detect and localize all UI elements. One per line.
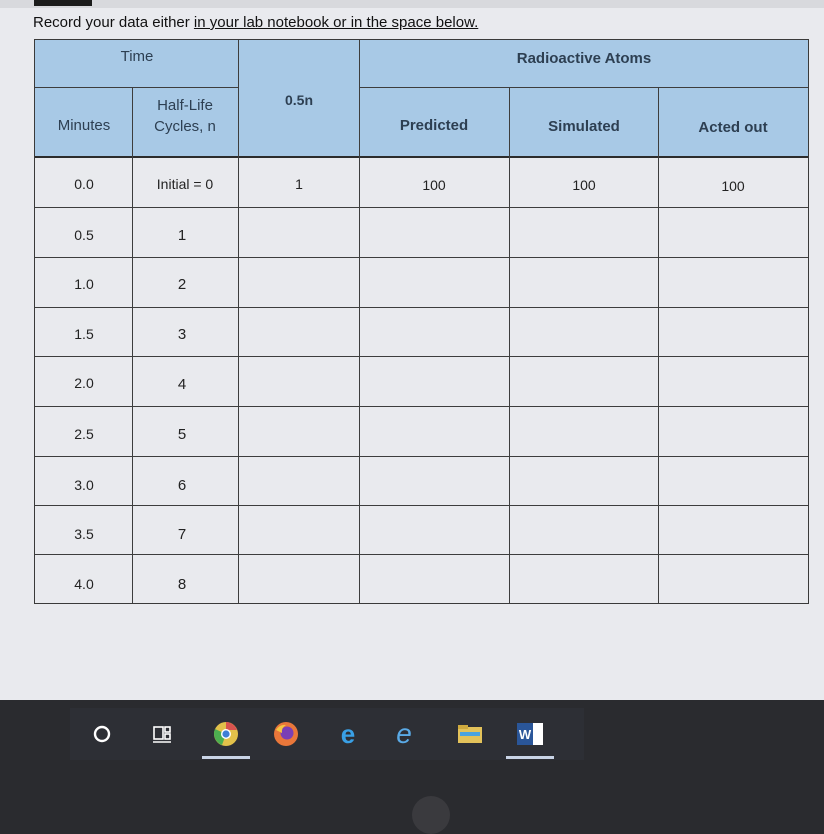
data-table xyxy=(34,39,809,604)
column-divider xyxy=(509,87,510,603)
header-factor: 0.5n xyxy=(284,92,314,108)
start-circle-icon[interactable] xyxy=(88,720,116,748)
cell-factor: 1 xyxy=(295,176,303,192)
cell-cycles: 2 xyxy=(177,276,187,293)
header-predicted: Predicted xyxy=(399,117,469,134)
header-divider xyxy=(359,87,808,88)
header-divider xyxy=(35,87,238,88)
column-divider xyxy=(658,87,659,603)
cell-cycles: 3 xyxy=(177,326,187,343)
row-divider xyxy=(35,406,808,407)
header-simulated: Simulated xyxy=(548,118,620,135)
cell-cycles: Initial = 0 xyxy=(156,176,214,192)
cell-simulated: 100 xyxy=(572,177,596,193)
row-divider xyxy=(35,257,808,258)
header-time: Time xyxy=(120,48,154,65)
column-divider xyxy=(132,87,133,603)
row-divider xyxy=(35,307,808,308)
row-divider xyxy=(35,505,808,506)
cell-minutes: 3.0 xyxy=(74,477,94,493)
cell-minutes: 1.5 xyxy=(74,326,94,342)
header-half-life: Half-Life xyxy=(157,97,213,114)
instruction-underlined: in your lab notebook or in the space below. xyxy=(193,14,479,31)
header-bottom-rule xyxy=(35,156,808,158)
cell-cycles: 6 xyxy=(177,477,187,494)
active-app-indicator xyxy=(506,756,554,759)
cell-minutes: 2.0 xyxy=(74,375,94,391)
cell-minutes: 0.5 xyxy=(74,227,94,243)
cell-cycles: 4 xyxy=(177,376,187,393)
cell-minutes: 3.5 xyxy=(74,526,94,542)
instruction-text xyxy=(33,14,478,31)
internet-explorer-icon[interactable]: e xyxy=(396,718,412,749)
hp-logo xyxy=(412,796,450,834)
file-explorer-icon[interactable] xyxy=(456,720,484,748)
top-strip xyxy=(0,0,824,8)
task-view-icon[interactable] xyxy=(148,720,176,748)
taskbar xyxy=(70,708,584,760)
cell-minutes: 2.5 xyxy=(74,426,94,442)
cell-minutes: 4.0 xyxy=(74,576,94,592)
row-divider xyxy=(35,356,808,357)
cell-cycles: 7 xyxy=(177,526,187,543)
header-minutes: Minutes xyxy=(57,117,111,134)
word-icon-label: W xyxy=(517,723,533,745)
cell-minutes: 0.0 xyxy=(74,176,94,192)
edge-icon[interactable]: e xyxy=(340,718,356,749)
cell-minutes: 1.0 xyxy=(74,276,94,292)
cell-cycles: 1 xyxy=(177,227,187,244)
header-acted-out: Acted out xyxy=(698,119,768,136)
header-radioactive-atoms: Radioactive Atoms xyxy=(516,50,652,67)
row-divider xyxy=(35,207,808,208)
header-cycles-n: Cycles, n xyxy=(154,118,216,135)
heading-fragment xyxy=(34,0,92,6)
chrome-icon[interactable] xyxy=(212,720,240,748)
column-divider xyxy=(238,40,239,603)
cell-acted-out: 100 xyxy=(721,178,745,194)
cell-predicted: 100 xyxy=(422,177,446,193)
active-app-indicator xyxy=(202,756,250,759)
cell-cycles: 5 xyxy=(177,426,187,443)
row-divider xyxy=(35,456,808,457)
word-icon[interactable] xyxy=(516,720,544,748)
row-divider xyxy=(35,554,808,555)
firefox-icon[interactable] xyxy=(272,720,300,748)
column-divider xyxy=(359,40,360,603)
instruction-prefix: Record your data either xyxy=(33,14,194,31)
cell-cycles: 8 xyxy=(177,576,187,593)
